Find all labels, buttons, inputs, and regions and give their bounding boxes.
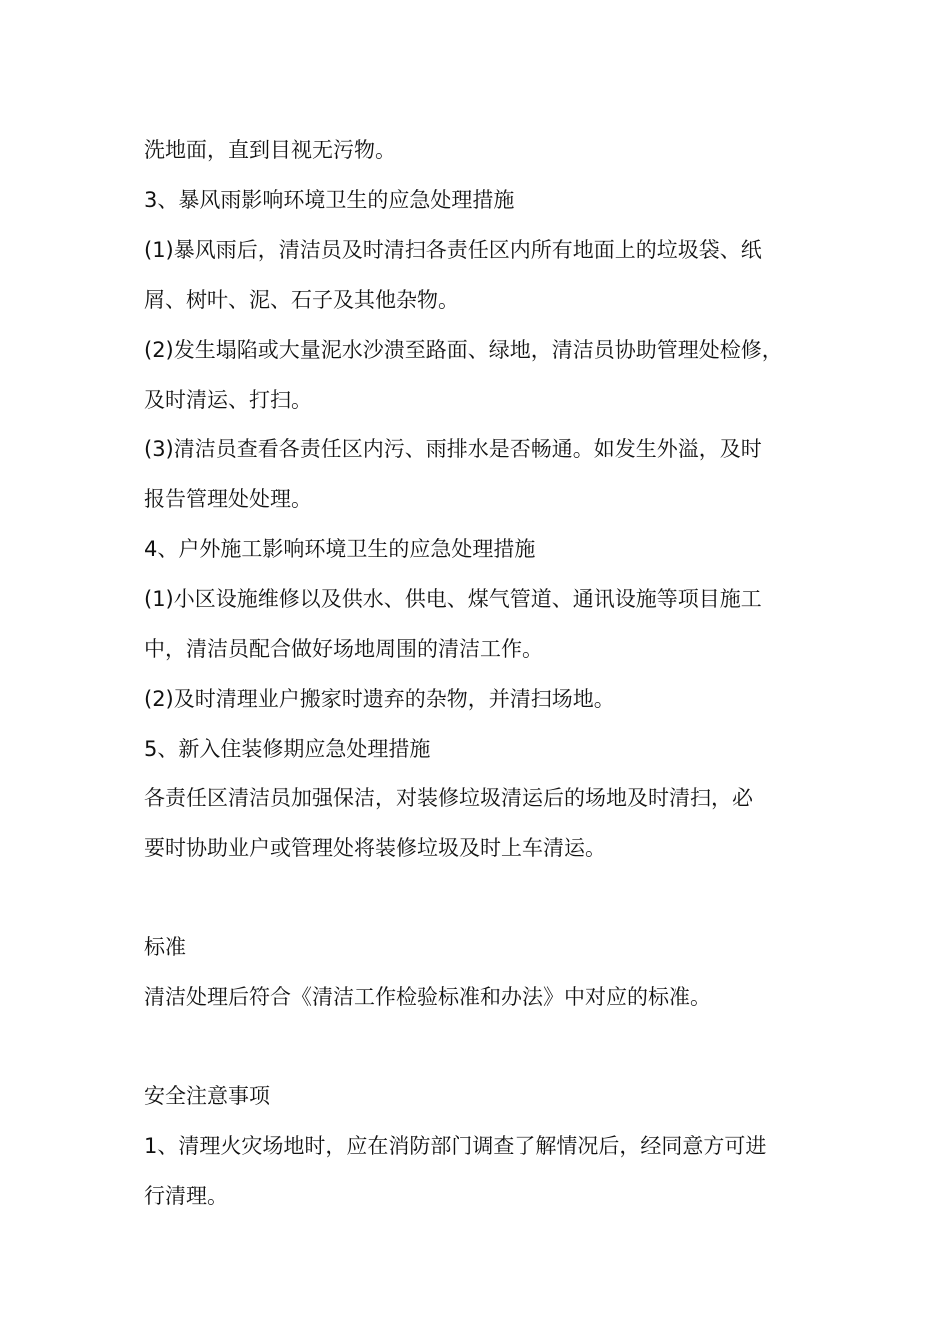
section-title-standard: 标准	[144, 935, 186, 959]
section-heading: 3、暴风雨影响环境卫生的应急处理措施	[144, 188, 515, 212]
section-heading: 5、新入住装修期应急处理措施	[144, 737, 431, 761]
paragraph-line: 各责任区清洁员加强保洁，对装修垃圾清运后的场地及时清扫，必	[144, 786, 753, 810]
paragraph-line: (1)小区设施维修以及供水、供电、煤气管道、通讯设施等项目施工	[144, 587, 762, 611]
paragraph-line: 1、清理火灾场地时，应在消防部门调查了解情况后，经同意方可进	[144, 1134, 767, 1158]
paragraph-line: (2)及时清理业户搬家时遗弃的杂物，并清扫场地。	[144, 687, 615, 711]
paragraph-line: 屑、树叶、泥、石子及其他杂物。	[144, 288, 459, 312]
paragraph-line: 行清理。	[144, 1184, 228, 1208]
paragraph-line: (1)暴风雨后，清洁员及时清扫各责任区内所有地面上的垃圾袋、纸	[144, 238, 762, 262]
paragraph-line: 报告管理处处理。	[144, 487, 312, 511]
paragraph-line: (3)清洁员查看各责任区内污、雨排水是否畅通。如发生外溢，及时	[144, 437, 762, 461]
paragraph-line: 要时协助业户或管理处将装修垃圾及时上车清运。	[144, 836, 606, 860]
paragraph-line: 洗地面，直到目视无污物。	[144, 138, 396, 162]
paragraph-line: 清洁处理后符合《清洁工作检验标准和办法》中对应的标准。	[144, 985, 711, 1009]
paragraph-line: (2)发生塌陷或大量泥水沙溃至路面、绿地，清洁员协助管理处检修，	[144, 338, 783, 362]
section-heading: 4、户外施工影响环境卫生的应急处理措施	[144, 537, 536, 561]
paragraph-line: 中，清洁员配合做好场地周围的清洁工作。	[144, 637, 543, 661]
section-title-safety: 安全注意事项	[144, 1084, 270, 1108]
paragraph-line: 及时清运、打扫。	[144, 388, 312, 412]
